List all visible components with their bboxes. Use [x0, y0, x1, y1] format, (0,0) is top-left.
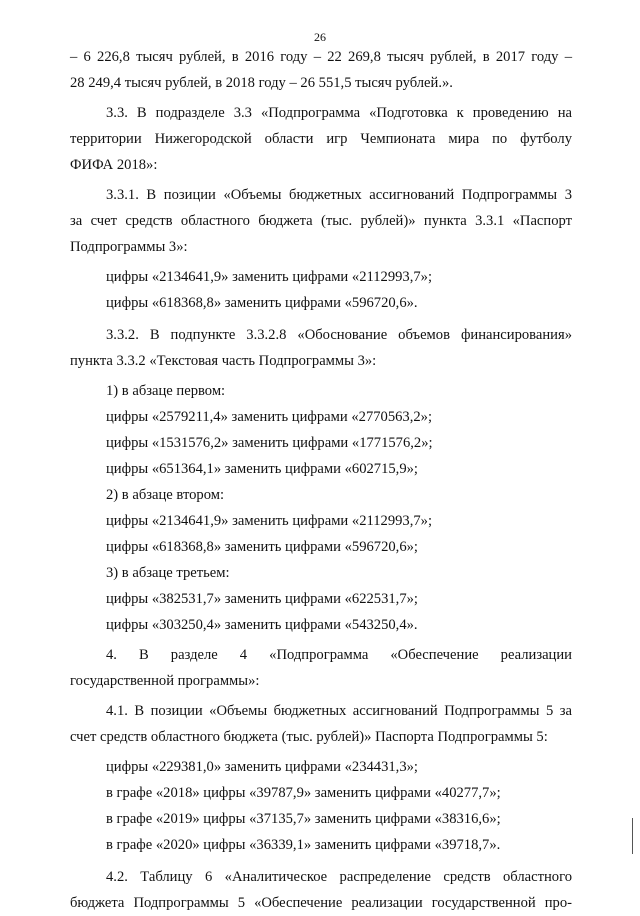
- replacement-line: цифры «618368,8» заменить цифрами «596720,6»;: [106, 539, 418, 555]
- replacement-line: цифры «2134641,9» заменить цифрами «2112993,7»;: [106, 269, 433, 285]
- replacement-line: в графе «2019» цифры «37135,7» заменить цифрами «38316,6»;: [106, 811, 501, 827]
- replacement-line: цифры «1531576,2» заменить цифрами «1771576,2»;: [106, 435, 433, 451]
- replacement-line: цифры «618368,8» заменить цифрами «596720,6».: [106, 295, 418, 311]
- paragraph-line: 3.3. В подразделе 3.3 «Подпрограмма «Подготовка к проведению на: [106, 105, 572, 121]
- text-line: счет средств областного бюджета (тыс. рублей)» Паспорта Подпрограммы 5:: [70, 729, 548, 745]
- replacement-line: цифры «382531,7» заменить цифрами «622531,7»;: [106, 591, 418, 607]
- text-line: – 6 226,8 тысяч рублей, в 2016 году – 22 269,8 тысяч рублей, в 2017 году –: [70, 49, 572, 65]
- replacement-line: цифры «2579211,4» заменить цифрами «2770563,2»;: [106, 409, 433, 425]
- section-heading-line: 4. В разделе 4 «Подпрограмма «Обеспечение реализации: [106, 647, 572, 663]
- scan-margin-mark: [632, 818, 633, 854]
- list-item-line: 1) в абзаце первом:: [106, 383, 226, 399]
- text-line: Подпрограммы 3»:: [70, 239, 188, 255]
- page-number: 26: [314, 30, 326, 44]
- text-line: территории Нижегородской области игр Чемпионата мира по футболу: [70, 131, 572, 147]
- replacement-line: в графе «2020» цифры «36339,1» заменить цифрами «39718,7».: [106, 837, 501, 853]
- text-line: государственной программы»:: [70, 673, 260, 689]
- text-line: за счет средств областного бюджета (тыс. рублей)» пункта 3.3.1 «Паспорт: [70, 213, 572, 229]
- replacement-line: цифры «303250,4» заменить цифрами «543250,4».: [106, 617, 418, 633]
- list-item-line: 3) в абзаце третьем:: [106, 565, 230, 581]
- text-line: бюджета Подпрограммы 5 «Обеспечение реализации государственной про-: [70, 895, 572, 911]
- list-item-line: 2) в абзаце втором:: [106, 487, 225, 503]
- paragraph-line: 3.3.2. В подпункте 3.3.2.8 «Обоснование объемов финансирования»: [106, 327, 572, 343]
- paragraph-line: 4.2. Таблицу 6 «Аналитическое распределение средств областного: [106, 869, 572, 885]
- text-line: пункта 3.3.2 «Текстовая часть Подпрограммы 3»:: [70, 353, 377, 369]
- text-line: 28 249,4 тысяч рублей, в 2018 году – 26 551,5 тысяч рублей.».: [70, 75, 453, 91]
- paragraph-line: 3.3.1. В позиции «Объемы бюджетных ассигнований Подпрограммы 3: [106, 187, 572, 203]
- replacement-line: цифры «2134641,9» заменить цифрами «2112993,7»;: [106, 513, 433, 529]
- paragraph-line: 4.1. В позиции «Объемы бюджетных ассигнований Подпрограммы 5 за: [106, 703, 572, 719]
- replacement-line: в графе «2018» цифры «39787,9» заменить цифрами «40277,7»;: [106, 785, 501, 801]
- replacement-line: цифры «651364,1» заменить цифрами «602715,9»;: [106, 461, 418, 477]
- text-line: ФИФА 2018»:: [70, 157, 158, 173]
- replacement-line: цифры «229381,0» заменить цифрами «234431,3»;: [106, 759, 418, 775]
- document-body: [70, 44, 572, 916]
